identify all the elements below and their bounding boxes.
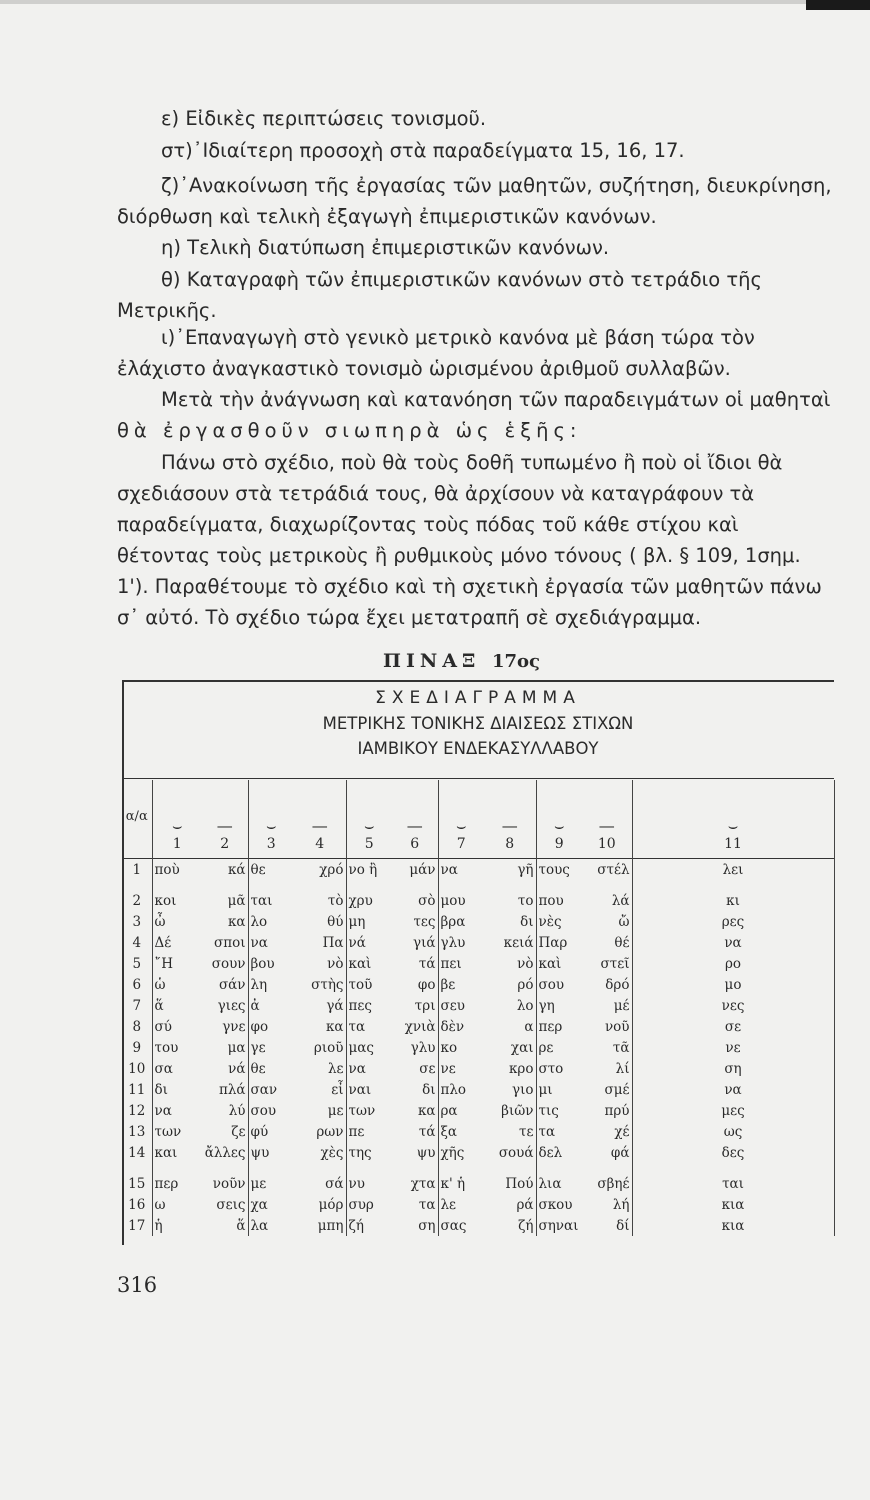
syllable-cell: τα <box>348 1018 366 1035</box>
syllable-cell: χρό <box>294 859 346 881</box>
syllable-cell: νε <box>632 1037 834 1058</box>
page-number: 316 <box>117 1273 158 1297</box>
meter-diagram-table <box>122 780 834 1236</box>
table-header-row <box>122 780 834 859</box>
syllable-cell: λα <box>250 1217 269 1234</box>
short-mark-icon: ⌣ <box>727 816 739 835</box>
long-mark-icon: — <box>406 816 423 835</box>
syllable-cell: λε <box>440 1196 457 1213</box>
syllable-cell: βιῶν <box>484 1100 536 1121</box>
syllable-cell: τους <box>538 861 570 878</box>
syllable-cell: ῎Η <box>154 955 174 972</box>
syllable-cell: γη <box>538 997 555 1014</box>
syllable-cell: σύ <box>154 1018 172 1035</box>
syllable-cell: μι <box>538 1081 553 1098</box>
syllable-cell: κι <box>632 880 834 911</box>
table-row <box>122 1142 834 1163</box>
table-row <box>122 932 834 953</box>
syllable-cell: ως <box>632 1121 834 1142</box>
syllable-cell: τά <box>392 953 438 974</box>
syllable-cell: ται <box>250 892 273 909</box>
long-mark-icon: — <box>311 816 328 835</box>
syllable-cell: σὸ <box>392 880 438 911</box>
syllable-cell: μέ <box>582 995 632 1016</box>
syllable-cell: φά <box>582 1142 632 1163</box>
syllable-cell: τις <box>538 1102 559 1119</box>
syllable-cell: σας <box>440 1217 467 1234</box>
syllable-cell: θε <box>250 1060 266 1077</box>
syllable-cell: να <box>348 1060 366 1077</box>
item-i: η) Τελικὴ διατύπωση ἐπιμεριστικῶν κανόνων. <box>161 236 610 259</box>
syllable-cell: σκου <box>538 1196 573 1213</box>
syllable-cell: να <box>250 934 268 951</box>
table-top-rule <box>122 680 834 682</box>
instruction-paragraph <box>117 384 833 446</box>
table-title <box>383 650 540 672</box>
syllable-cell: χαι <box>484 1037 536 1058</box>
table-title-label: ΠΙΝΑΞ <box>383 650 481 672</box>
item-th: θ) Καταγραφὴ τῶν ἐπιμεριστικῶν κανόνων στὸ τετράδιο τῆς Μετρικῆς. <box>117 268 762 322</box>
syllable-cell: ση <box>392 1215 438 1236</box>
syllable-cell: νες <box>632 995 834 1016</box>
row-number: 15 <box>122 1163 152 1194</box>
diagram-heading-line-2: ΜΕΤΡΙΚΗΣ ΤΟΝΙΚΗΣ ΔΙΑΙΣΕΩΣ ΣΤΙΧΩΝ <box>322 714 634 733</box>
syllable-cell: ναι <box>348 1081 372 1098</box>
row-number: 5 <box>122 953 152 974</box>
syllable-cell: τὸ <box>294 880 346 911</box>
syllable-cell: χρυ <box>348 892 373 909</box>
instruction-text: Μετὰ τὴν ἀνάγνωση καὶ κατανόηση τῶν παραδειγμάτων οἱ μαθηταὶ <box>161 388 831 411</box>
syllable-cell: γιά <box>392 932 438 953</box>
syllable-cell: δες <box>632 1142 834 1163</box>
syllable-cell: λει <box>632 859 834 881</box>
syllable-cell: στέλ <box>582 859 632 881</box>
syllable-cell: λο <box>250 913 268 930</box>
syllable-cell: ρων <box>294 1121 346 1142</box>
syllable-cell: κειά <box>484 932 536 953</box>
syllable-cell: ζή <box>484 1215 536 1236</box>
syllable-cell: τες <box>392 911 438 932</box>
syllable-cell: λύ <box>202 1100 248 1121</box>
syllable-cell: στο <box>538 1060 564 1077</box>
syllable-cell: ψυ <box>250 1144 270 1161</box>
syllable-cell: πρύ <box>582 1100 632 1121</box>
diagram-heading <box>122 686 834 761</box>
table-row <box>122 995 834 1016</box>
table-row <box>122 1058 834 1079</box>
syllable-cell: κά <box>202 859 248 881</box>
syllable-cell: των <box>154 1123 182 1140</box>
syllable-cell: χῆς <box>440 1144 465 1161</box>
syllable-cell: κο <box>440 1039 458 1056</box>
syllable-cell: Δέ <box>154 934 172 951</box>
syllable-cell: δι <box>484 911 536 932</box>
syllable-cell: μη <box>348 913 366 930</box>
syllable-cell: ριοῦ <box>294 1037 346 1058</box>
syllable-cell: λε <box>294 1058 346 1079</box>
table-row <box>122 911 834 932</box>
syllable-cell: γλυ <box>392 1037 438 1058</box>
syllable-cell: ρες <box>632 911 834 932</box>
syllable-cell: χὲς <box>294 1142 346 1163</box>
syllable-cell: μόρ <box>294 1194 346 1215</box>
long-mark-icon: — <box>598 816 615 835</box>
item-z: ζ)᾿Ανακοίνωση τῆς ἐργασίας τῶν μαθητῶν, συζήτηση, διευκρίνηση, διόρθωση καὶ τελικὴ ἐξαγωγὴ ἐπιμεριστικῶν κανόνων. <box>117 174 832 228</box>
syllable-cell: ται <box>632 1163 834 1194</box>
syllable-cell: με <box>250 1175 267 1192</box>
syllable-cell: νὸ <box>484 953 536 974</box>
syllable-cell: κρο <box>484 1058 536 1079</box>
syllable-cell: να <box>632 932 834 953</box>
syllable-cell: θέ <box>582 932 632 953</box>
syllable-cell: θύ <box>294 911 346 932</box>
table-row <box>122 1079 834 1100</box>
row-number: 12 <box>122 1100 152 1121</box>
syllable-cell: κια <box>632 1215 834 1236</box>
syllable-cell: σε <box>392 1058 438 1079</box>
syllable-cell: εἶ <box>294 1079 346 1100</box>
col-header-syllable-10: — 10 <box>582 780 632 859</box>
syllable-cell: να <box>632 1079 834 1100</box>
syllable-cell: ὤ <box>582 911 632 932</box>
syllable-cell: σου <box>538 976 565 993</box>
syllable-cell: μᾶ <box>202 880 248 911</box>
row-number: 1 <box>122 859 152 881</box>
syllable-cell: γιες <box>202 995 248 1016</box>
syllable-cell: ὡ <box>154 976 166 993</box>
syllable-cell: βρα <box>440 913 466 930</box>
syllable-cell: λί <box>582 1058 632 1079</box>
table-row <box>122 1016 834 1037</box>
syllable-cell: σμέ <box>582 1079 632 1100</box>
syllable-cell: ση <box>632 1058 834 1079</box>
syllable-cell: ω <box>154 1196 166 1213</box>
syllable-cell: γά <box>294 995 346 1016</box>
syllable-cell: σεις <box>202 1194 248 1215</box>
syllable-cell: Πού <box>484 1163 536 1194</box>
syllable-cell: λια <box>538 1175 562 1192</box>
syllable-cell: να <box>440 861 458 878</box>
syllable-cell: νά <box>202 1058 248 1079</box>
syllable-cell: των <box>348 1102 376 1119</box>
syllable-cell: σα <box>154 1060 173 1077</box>
syllable-cell: ζή <box>348 1217 364 1234</box>
syllable-cell: ρε <box>538 1039 554 1056</box>
scan-top-edge <box>0 0 870 4</box>
table-row <box>122 859 834 881</box>
row-number: 9 <box>122 1037 152 1058</box>
syllable-cell: του <box>154 1039 179 1056</box>
syllable-cell: τρι <box>392 995 438 1016</box>
syllable-cell: δι <box>392 1079 438 1100</box>
syllable-cell: μα <box>202 1037 248 1058</box>
syllable-cell: Παρ <box>538 934 568 951</box>
syllable-cell: χέ <box>582 1121 632 1142</box>
syllable-cell: σου <box>250 1102 277 1119</box>
syllable-cell: νο ἢ <box>348 861 378 878</box>
syllable-cell: περ <box>154 1175 179 1192</box>
syllable-cell: που <box>538 892 564 909</box>
table-row <box>122 974 834 995</box>
row-number: 10 <box>122 1058 152 1079</box>
table-row <box>122 1121 834 1142</box>
syllable-cell: νά <box>348 934 366 951</box>
syllable-cell: πες <box>348 997 372 1014</box>
table-row <box>122 1037 834 1058</box>
syllable-cell: θε <box>250 861 266 878</box>
syllable-cell: χτα <box>392 1163 438 1194</box>
row-number: 4 <box>122 932 152 953</box>
short-mark-icon: ⌣ <box>553 816 565 835</box>
syllable-cell: χα <box>250 1196 268 1213</box>
row-number: 8 <box>122 1016 152 1037</box>
syllable-cell: περ <box>538 1018 563 1035</box>
syllable-cell: λη <box>250 976 268 993</box>
syllable-cell: σουν <box>202 953 248 974</box>
syllable-cell: βου <box>250 955 275 972</box>
syllable-cell: φύ <box>250 1123 269 1140</box>
short-mark-icon: ⌣ <box>265 816 277 835</box>
short-mark-icon: ⌣ <box>171 816 183 835</box>
syllable-cell: τα <box>538 1123 556 1140</box>
syllable-cell: δι <box>154 1081 168 1098</box>
syllable-cell: στεῖ <box>582 953 632 974</box>
col-header-syllable-5: ⌣ 5 <box>346 780 392 859</box>
syllable-cell: ξα <box>440 1123 458 1140</box>
heading-bottom-rule <box>122 778 834 779</box>
syllable-cell: τοῦ <box>348 976 373 993</box>
col-header-syllable-4: — 4 <box>294 780 346 859</box>
syllable-cell: ὦ <box>154 913 166 930</box>
syllable-cell: γῆ <box>484 859 536 881</box>
table-row <box>122 1194 834 1215</box>
row-number: 14 <box>122 1142 152 1163</box>
syllable-cell: ποὺ <box>154 861 180 878</box>
col-header-syllable-8: — 8 <box>484 780 536 859</box>
diagram-heading-line-3: ΙΑΜΒΙΚΟΥ ΕΝΔΕΚΑΣΥΛΛΑΒΟΥ <box>357 739 599 758</box>
syllable-cell: πλά <box>202 1079 248 1100</box>
row-number: 16 <box>122 1194 152 1215</box>
short-mark-icon: ⌣ <box>455 816 467 835</box>
syllable-cell: ἄλλες <box>202 1142 248 1163</box>
syllable-cell: ἡ <box>154 1217 163 1234</box>
syllable-cell: πει <box>440 955 462 972</box>
syllable-cell: γλυ <box>440 934 466 951</box>
method-paragraph: Πάνω στὸ σχέδιο, ποὺ θὰ τοὺς δοθῆ τυπωμένο ἢ ποὺ οἱ ἴδιοι θὰ σχεδιάσουν στὰ τετράδιά τους, θὰ ἀρχίσουν νὰ καταγράφουν τὰ παραδείγματα, διαχωρίζοντας τοὺς πόδας τοῦ κάθε στίχου καὶ θέτοντας τοὺς μετρικοὺς ἢ ρυθμικοὺς μόνο τόνους ( βλ. § 109, 1σημ. 1'). Παραθέτουμε τὸ σχέδιο καὶ τὴ σχετικὴ ἐργασία τῶν μαθητῶν πάνω σ᾿ αὐτό. Τὸ σχέδιο τώρα ἔχει μετατραπῆ σὲ σχεδιάγραμμα. <box>117 451 822 629</box>
syllable-cell: τά <box>392 1121 438 1142</box>
syllable-cell: το <box>484 880 536 911</box>
syllable-cell: σευ <box>440 997 465 1014</box>
syllable-cell: κα <box>392 1100 438 1121</box>
syllable-cell: μο <box>632 974 834 995</box>
col-header-syllable-11: ⌣ 11 <box>632 780 834 859</box>
table-row <box>122 1215 834 1236</box>
syllable-cell: σάν <box>202 974 248 995</box>
syllable-cell: κα <box>202 911 248 932</box>
syllable-cell: μπη <box>294 1215 346 1236</box>
syllable-cell: δελ <box>538 1144 563 1161</box>
syllable-cell: σβηέ <box>582 1163 632 1194</box>
syllable-cell: της <box>348 1144 372 1161</box>
col-header-row-label: α/α <box>122 780 152 859</box>
syllable-cell: λο <box>484 995 536 1016</box>
syllable-cell: ἅ <box>154 997 164 1014</box>
syllable-cell: μας <box>348 1039 374 1056</box>
syllable-cell: κια <box>632 1194 834 1215</box>
syllable-cell: γε <box>250 1039 266 1056</box>
item-e: ε) Εἰδικὲς περιπτώσεις τονισμοῦ. <box>161 107 487 130</box>
diagram-heading-line-1: ΣΧΕΔΙΑΓΡΑΜΜΑ <box>375 688 581 708</box>
syllable-cell: συρ <box>348 1196 374 1213</box>
row-number: 7 <box>122 995 152 1016</box>
syllable-cell: γιο <box>484 1079 536 1100</box>
syllable-cell: ρο <box>632 953 834 974</box>
table-row <box>122 880 834 911</box>
short-mark-icon: ⌣ <box>363 816 375 835</box>
syllable-cell: γνε <box>202 1016 248 1037</box>
syllable-cell: ἅ <box>202 1215 248 1236</box>
col-header-syllable-9: ⌣ 9 <box>536 780 582 859</box>
syllable-cell: σποι <box>202 932 248 953</box>
row-number: 13 <box>122 1121 152 1142</box>
syllable-cell: φο <box>250 1018 269 1035</box>
syllable-cell: νὸ <box>294 953 346 974</box>
syllable-cell: και <box>154 1144 178 1161</box>
syllable-cell: βε <box>440 976 456 993</box>
syllable-cell: δρό <box>582 974 632 995</box>
syllable-cell: ψυ <box>392 1142 438 1163</box>
col-header-syllable-2: — 2 <box>202 780 248 859</box>
syllable-cell: τε <box>484 1121 536 1142</box>
syllable-cell: πλο <box>440 1081 467 1098</box>
table-row <box>122 1163 834 1194</box>
long-mark-icon: — <box>216 816 233 835</box>
syllable-cell: α <box>484 1016 536 1037</box>
syllable-cell: νε <box>440 1060 456 1077</box>
syllable-cell: λή <box>582 1194 632 1215</box>
syllable-cell: ρα <box>440 1102 458 1119</box>
syllable-cell: τᾶ <box>582 1037 632 1058</box>
syllable-cell: με <box>294 1100 346 1121</box>
syllable-cell: να <box>154 1102 172 1119</box>
scan-corner-mark <box>806 0 870 10</box>
syllable-cell: χνιὰ <box>392 1016 438 1037</box>
instruction-spaced-text: θὰ ἐργασθοῦν σιωπηρὰ ὡς ἑξῆς: <box>117 419 582 442</box>
syllable-cell: τα <box>392 1194 438 1215</box>
table-row <box>122 1100 834 1121</box>
syllable-cell: κ' ἡ <box>440 1175 466 1192</box>
col-header-syllable-7: ⌣ 7 <box>438 780 484 859</box>
long-mark-icon: — <box>501 816 518 835</box>
syllable-cell: ρά <box>484 1194 536 1215</box>
syllable-cell: δὲν <box>440 1018 465 1035</box>
table-title-number: 17ος <box>491 651 540 672</box>
syllable-cell: ἀ <box>250 997 260 1014</box>
syllable-cell: λά <box>582 880 632 911</box>
syllable-cell: νὲς <box>538 913 562 930</box>
row-number: 11 <box>122 1079 152 1100</box>
syllable-cell: καὶ <box>538 955 562 972</box>
syllable-cell: κα <box>294 1016 346 1037</box>
syllable-cell: νοῦν <box>202 1163 248 1194</box>
syllable-cell: μες <box>632 1100 834 1121</box>
row-number: 3 <box>122 911 152 932</box>
syllable-cell: καὶ <box>348 955 372 972</box>
syllable-cell: μάν <box>392 859 438 881</box>
item-iota: ι)᾿Επαναγωγὴ στὸ γενικὸ μετρικὸ κανόνα μὲ βάση τώρα τὸν ἐλάχιστο ἀναγκαστικὸ τονισμὸ ὡρισμένου ἀριθμοῦ συλλαβῶν. <box>117 326 755 380</box>
syllable-cell: κοι <box>154 892 177 909</box>
syllable-cell: σαν <box>250 1081 278 1098</box>
syllable-cell: στὴς <box>294 974 346 995</box>
col-header-syllable-1: ⌣ 1 <box>152 780 202 859</box>
syllable-cell: φο <box>392 974 438 995</box>
row-number: 6 <box>122 974 152 995</box>
syllable-cell: σουά <box>484 1142 536 1163</box>
syllable-cell: ζε <box>202 1121 248 1142</box>
row-number: 2 <box>122 880 152 911</box>
syllable-cell: Πα <box>294 932 346 953</box>
col-header-syllable-6: — 6 <box>392 780 438 859</box>
syllable-cell: ρό <box>484 974 536 995</box>
col-header-syllable-3: ⌣ 3 <box>248 780 294 859</box>
syllable-cell: πε <box>348 1123 365 1140</box>
syllable-cell: νυ <box>348 1175 365 1192</box>
row-number: 17 <box>122 1215 152 1236</box>
syllable-cell: σηναι <box>538 1217 579 1234</box>
syllable-cell: νοῦ <box>582 1016 632 1037</box>
item-st: στ)᾿Ιδιαίτερη προσοχὴ στὰ παραδείγματα 15, 16, 17. <box>161 139 685 162</box>
table-row <box>122 953 834 974</box>
syllable-cell: δί <box>582 1215 632 1236</box>
syllable-cell: σε <box>632 1016 834 1037</box>
syllable-cell: σά <box>294 1163 346 1194</box>
syllable-cell: μου <box>440 892 466 909</box>
